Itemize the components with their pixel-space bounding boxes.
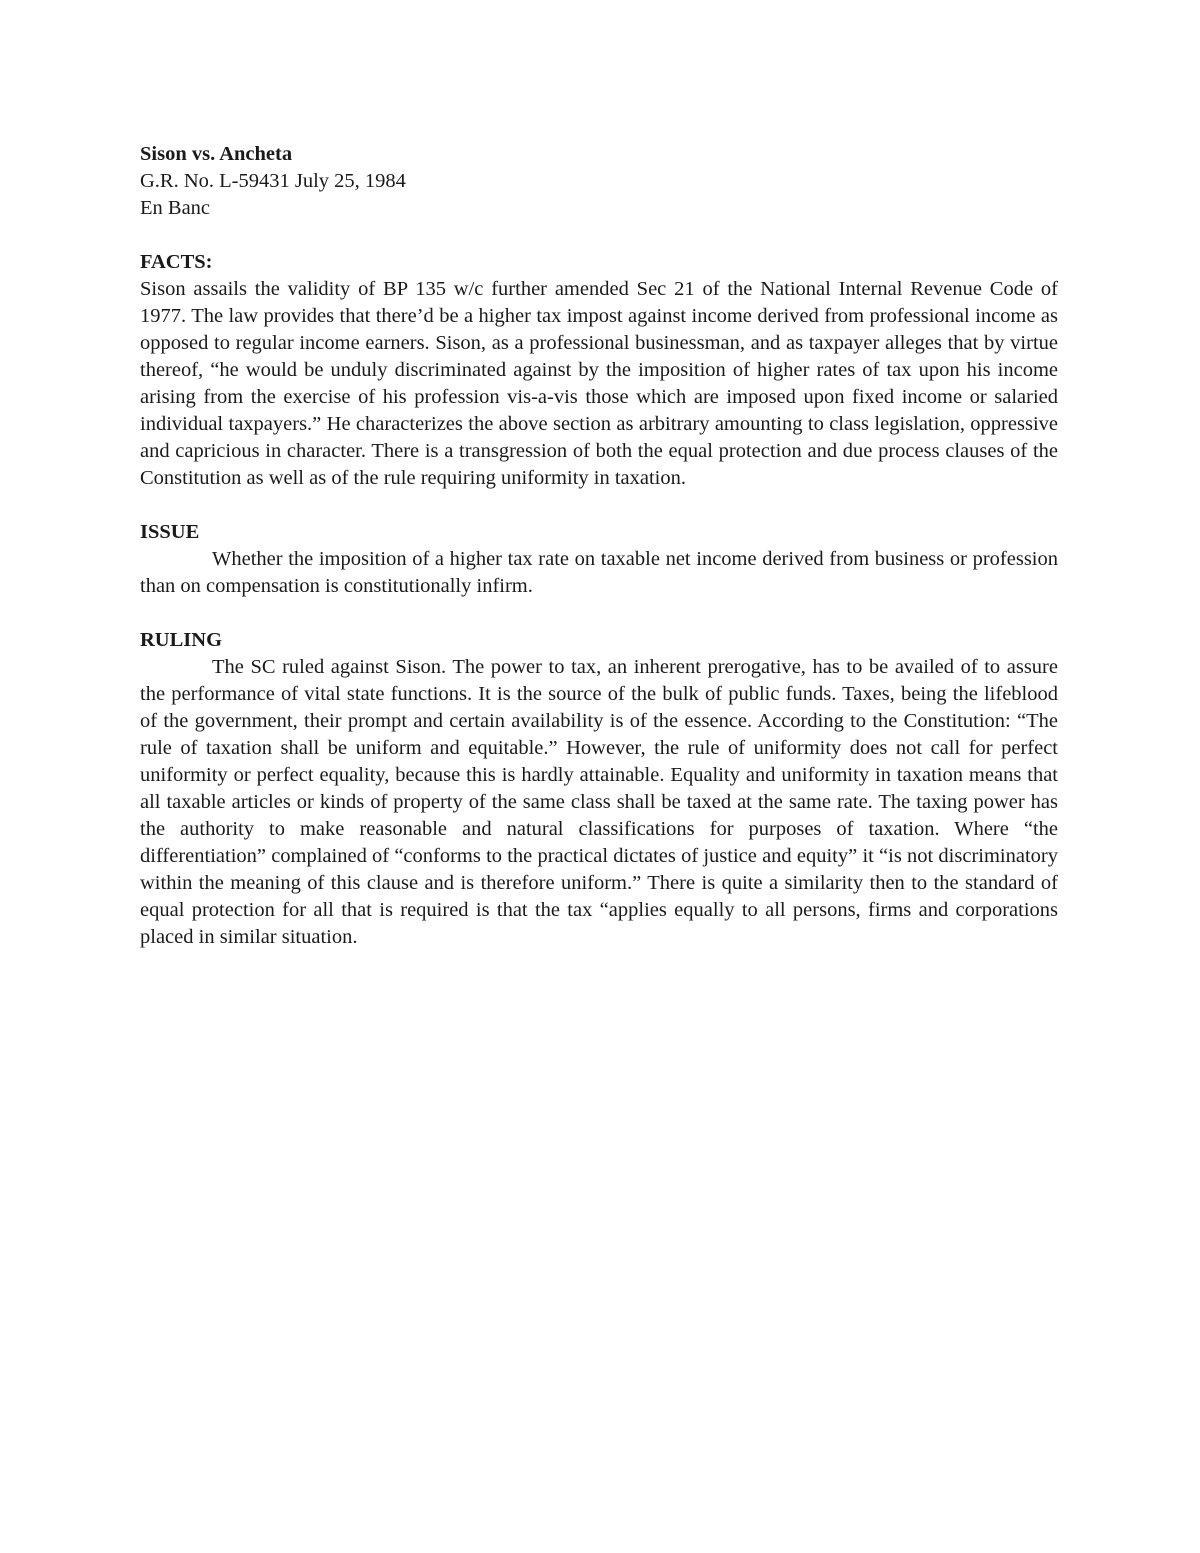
court-division: En Banc xyxy=(140,197,211,219)
ruling-heading: RULING xyxy=(140,629,223,651)
spacer xyxy=(140,222,1058,249)
facts-heading: FACTS: xyxy=(140,251,213,273)
facts-paragraph: Sison assails the validity of BP 135 w/c further amended Sec 21 of the National Internal Revenue Code of 1977. The law provides that there’d be a higher tax impost against income derived from professional income as opposed to regular income earners. Sison, as a professional businessman, and as taxpayer alleges that by virtue thereof, “he would be unduly discriminated against by the imposition of higher rates of tax upon his income arising from the exercise of his profession vis-a-vis those which are imposed upon fixed income or salaried individual taxpayers.” He characterizes the above section as arbitrary amounting to class legislation, oppressive and capricious in character. There is a transgression of both the equal protection and due process clauses of the Constitution as well as of the rule requiring uniformity in taxation. xyxy=(140,278,1058,489)
issue-heading: ISSUE xyxy=(140,521,200,543)
issue-paragraph: Whether the imposition of a higher tax rate on taxable net income derived from business or profession than on compensation is constitutionally infirm. xyxy=(140,548,1058,597)
spacer xyxy=(140,600,1058,627)
spacer xyxy=(140,492,1058,519)
ruling-paragraph: The SC ruled against Sison. The power to tax, an inherent prerogative, has to be availed of to assure the performance of vital state functions. It is the source of the bulk of public funds. Taxes, being the lifeblood of the government, their prompt and certain availability is of the essence. According to the Constitution: “The rule of taxation shall be uniform and equitable.” However, the rule of uniformity does not call for perfect uniformity or perfect equality, because this is hardly attainable. Equality and uniformity in taxation means that all taxable articles or kinds of property of the same class shall be taxed at the same rate. The taxing power has the authority to make reasonable and natural classifications for purposes of taxation. Where “the differentiation” complained of “conforms to the practical dictates of justice and equity” it “is not discriminatory within the meaning of this clause and is therefore uniform.” There is quite a similarity then to the standard of equal protection for all that is required is that the tax “applies equally to all persons, firms and corporations placed in similar situation. xyxy=(140,656,1058,948)
case-citation: G.R. No. L-59431 July 25, 1984 xyxy=(140,170,406,192)
case-title: Sison vs. Ancheta xyxy=(140,143,293,165)
document-page xyxy=(140,141,1058,951)
